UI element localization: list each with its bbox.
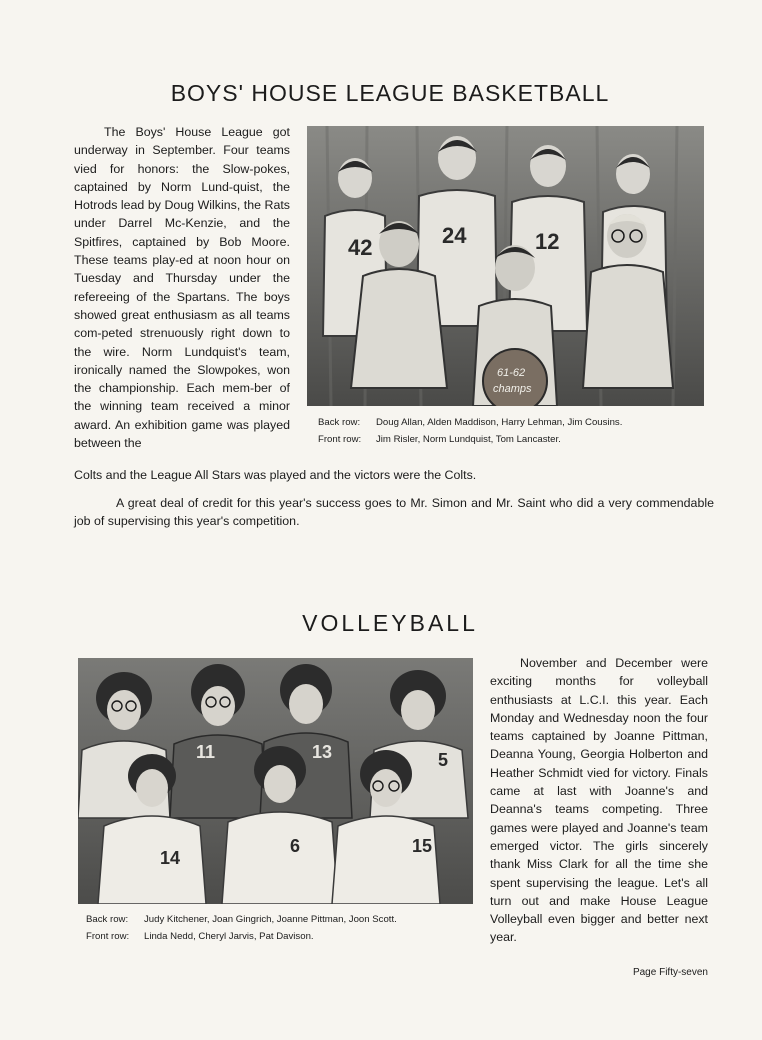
caption-back-label: Back row:: [318, 417, 361, 428]
caption-front-row: [318, 431, 622, 448]
jersey-number-15: 15: [412, 836, 433, 856]
caption-front-names: Jim Risler, Norm Lundquist, Tom Lancaster.: [376, 434, 561, 445]
basketball-team-photo: [307, 126, 704, 406]
volleyball-paragraph-text: November and December were exciting months for volleyball enthusiasts at L.C.I. this year. Each Monday and Wednesday noon the four teams captained by Joanne Pittman, Deanna Young, Georgia Holberton and Heather Schmidt vied for victory. Finals came at last with Joanne's and Deanna's teams competing. Three games were played and Joanne's team emerged victor. The girls sincerely thank Miss Clark for all the time she spent supervising the league. Let's all turn out and make House League Volleyball even bigger and better next year.: [490, 656, 708, 945]
jersey-number-6: 6: [290, 836, 301, 856]
page-number: Page Fifty-seven: [632, 967, 708, 978]
basketball-title: BOYS' HOUSE LEAGUE BASKETBALL: [170, 80, 610, 106]
volleyball-caption: [86, 911, 397, 945]
caption-front-row: [86, 928, 397, 945]
caption-back-names: Doug Allan, Alden Maddison, Harry Lehman, Jim Cousins.: [376, 417, 623, 428]
caption-back-row: [318, 414, 622, 431]
jersey-number-5: 5: [438, 750, 449, 770]
basketball-caption: [318, 414, 622, 448]
volleyball-photo-image: [78, 658, 473, 904]
ball-text-line1: 61-62: [497, 367, 526, 379]
caption-front-names: Linda Nedd, Cheryl Jarvis, Pat Davison.: [144, 931, 314, 942]
jersey-number-11: 11: [196, 742, 216, 762]
caption-back-names: Judy Kitchener, Joan Gingrich, Joanne Pittman, Joon Scott.: [144, 914, 397, 925]
jersey-number-14: 14: [160, 848, 181, 868]
basketball-paragraph-end: Colts and the League All Stars was played and the victors were the Colts.: [74, 468, 477, 482]
basketball-photo-image: [307, 126, 704, 406]
jersey-number-42: 42: [348, 235, 373, 260]
basketball-paragraph: [74, 123, 290, 452]
caption-front-label: Front row:: [318, 434, 362, 445]
jersey-number-12: 12: [535, 229, 560, 254]
ball-text-line2: champs: [493, 383, 532, 395]
jersey-number-24: 24: [442, 223, 467, 248]
jersey-number-13: 13: [312, 742, 333, 762]
volleyball-paragraph: [490, 654, 708, 947]
caption-front-label: Front row:: [86, 931, 130, 942]
caption-back-row: [86, 911, 397, 928]
basketball-paragraph-text: The Boys' House League got underway in September. Four teams vied for honors: the Slow-pokes, captained by Norm Lund-quist, the Hotrods lead by Doug Wilkins, the Rats under Darrel Mc-Kenzie, and the Spitfires, captained by Bob Moore. These teams play-ed at noon hour on Tuesday and Thursday under the refereeing of the Spartans. The boys showed great enthusiasm as all teams com-peted strenuously right down to the wire. Norm Lundquist's team, ironically named the Slowpokes, won the championship. Each mem-ber of the winning team received a minor award. An exhibition game was played between the: [74, 125, 290, 451]
volleyball-team-photo: [78, 658, 473, 904]
credit-paragraph-text: A great deal of credit for this year's success goes to Mr. Simon and Mr. Saint who did a very commendable job of supervising this year's competition.: [74, 496, 714, 529]
volleyball-title: VOLLEYBALL: [302, 610, 478, 636]
credit-paragraph: [74, 494, 714, 531]
caption-back-label: Back row:: [86, 914, 129, 925]
